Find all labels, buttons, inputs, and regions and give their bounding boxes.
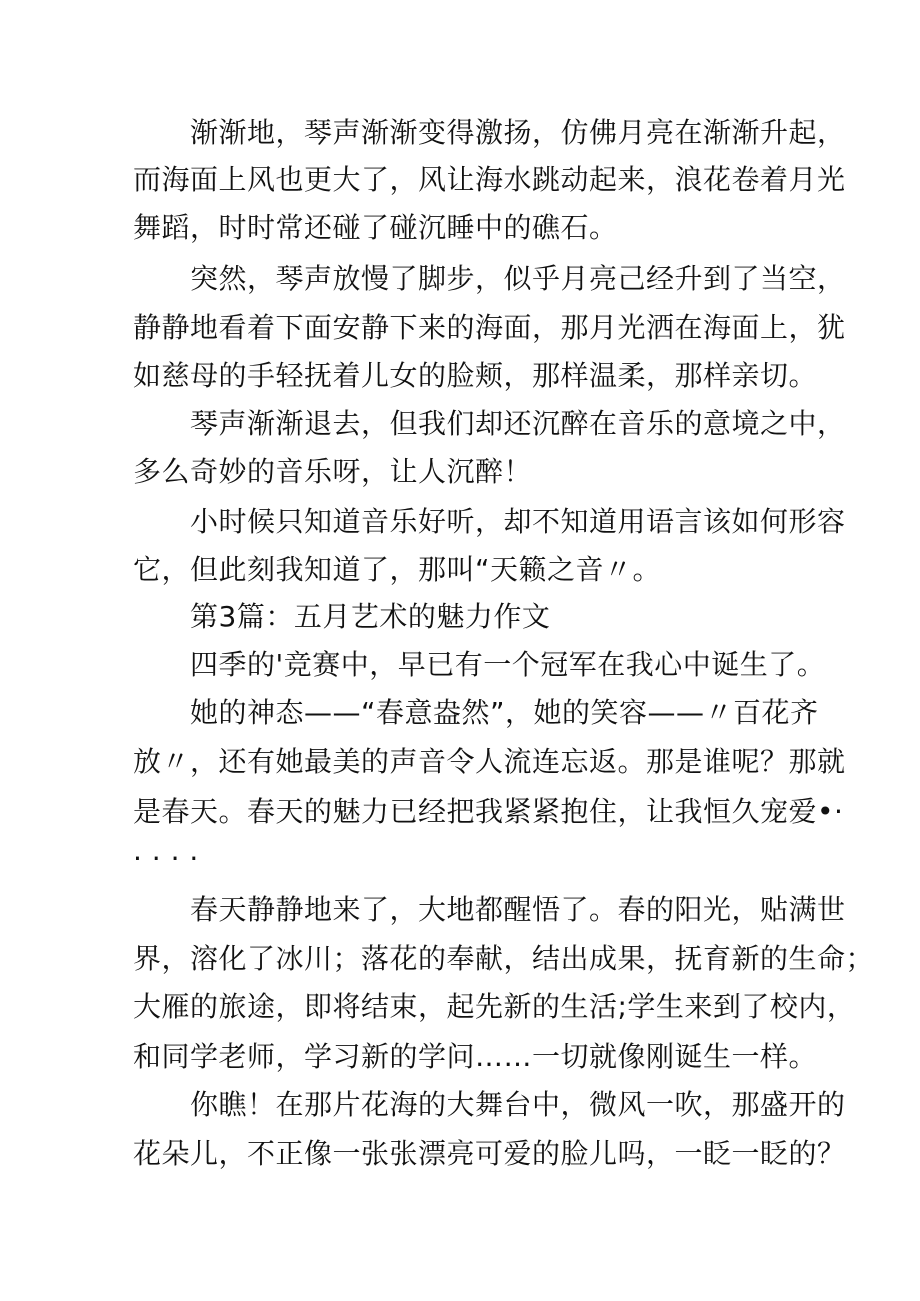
paragraph-line: 静静地看着下面安静下来的海面，那月光洒在海面上，犹 [133,311,846,344]
paragraph-line: · · · · [133,842,199,875]
paragraph-line: 而海面上风也更大了，风让海水跳动起来，浪花卷着月光 [133,163,846,196]
paragraph-line: 琴声渐渐退去，但我们却还沉醉在音乐的意境之中， [190,407,846,440]
paragraph-line: 多么奇妙的音乐呀，让人沉醉！ [133,455,533,488]
paragraph-line: 你瞧！在那片花海的大舞台中，微风一吹，那盛开的 [190,1088,846,1121]
paragraph-line: 如慈母的手轻抚着儿女的脸颊，那样温柔，那样亲切。 [133,359,818,392]
section-heading: 第3篇：五月艺术的魅力作文 [190,600,551,633]
paragraph-line: 大雁的旅途，即将结束，起先新的生活;学生来到了校内， [133,990,856,1023]
paragraph-line: 花朵儿，不正像一张张漂亮可爱的脸儿吗，一眨一眨的？ [133,1137,846,1170]
paragraph-line: 渐渐地，琴声渐渐变得激扬，仿佛月亮在渐渐升起， [190,116,846,149]
paragraph-line: 春天静静地来了，大地都醒悟了。春的阳光，贴满世 [190,893,846,926]
paragraph-line: 和同学老师，学习新的学问……一切就像刚诞生一样。 [133,1040,818,1073]
paragraph-line: 是春天。春天的魅力已经把我紧紧抱住，让我恒久宠爱•· [133,795,844,828]
paragraph-line: 界，溶化了冰川；落花的奉献，结出成果，抚育新的生命； [133,942,875,975]
paragraph-line: 她的神态——“春意盎然”，她的笑容——〃百花齐 [190,696,819,729]
paragraph-line: 放〃，还有她最美的声音令人流连忘返。那是谁呢？那就 [133,745,846,778]
paragraph-line: 突然，琴声放慢了脚步，似乎月亮己经升到了当空， [190,262,846,295]
paragraph-line: 它，但此刻我知道了，那叫“天籁之音〃。 [133,553,662,586]
paragraph-line: 舞蹈，时时常还碰了碰沉睡中的礁石。 [133,211,618,244]
paragraph-line: 四季的'竞赛中，早已有一个冠军在我心中诞生了。 [190,648,826,681]
paragraph-line: 小时候只知道音乐好听，却不知道用语言该如何形容 [190,505,846,538]
